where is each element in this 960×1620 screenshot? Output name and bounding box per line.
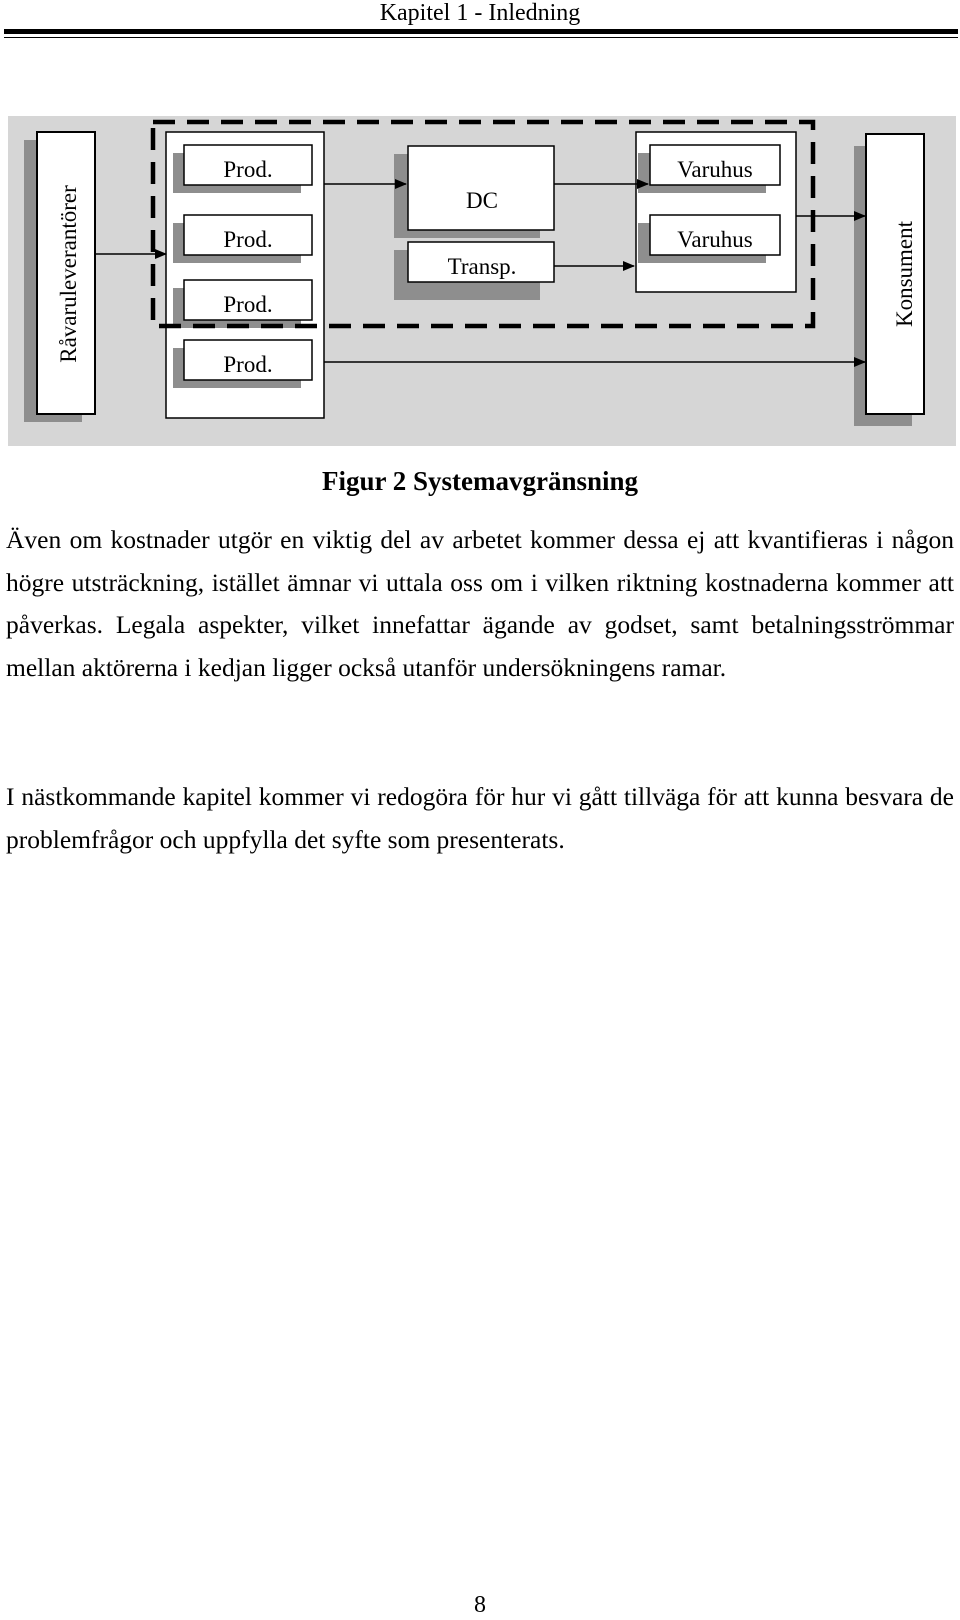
running-header: Kapitel 1 - Inledning	[379, 0, 581, 26]
distribution-center-box	[394, 146, 554, 238]
system-boundary-diagram	[0, 108, 960, 453]
supplier-box	[24, 132, 95, 422]
body-paragraph: Även om kostnader utgör en viktig del av arbetet kommer dessa ej att kvantifieras i någon högre utsträckning, istället ämnar vi uttala oss om i vilken riktning kostnaderna kommer att påverkas. Legala aspekter, vilket innefattar ägande av godset, samt betalningsströmmar mellan aktörerna i kedjan ligger också utanför undersökningens ramar.	[6, 525, 954, 682]
supplier-label: Råvaruleverantörer	[56, 185, 81, 363]
page-number: 8	[474, 1592, 486, 1618]
prod-label-3: Prod.	[223, 292, 273, 317]
figure-caption: Figur 2 Systemavgränsning	[321, 466, 639, 496]
prod-label-4: Prod.	[223, 352, 273, 377]
store-label-2: Varuhus	[677, 227, 753, 252]
header-rule-thin	[4, 37, 958, 38]
prod-label-1: Prod.	[223, 157, 273, 182]
body-paragraph: I nästkommande kapitel kommer vi redogöra för hur vi gått tillväga för att kunna besvara de problemfrågor och uppfylla det syfte som presenterats.	[6, 782, 954, 854]
producer-group	[166, 132, 324, 418]
transport-label: Transp.	[447, 254, 517, 279]
store-group	[636, 132, 796, 292]
dc-label: DC	[466, 188, 498, 213]
header-rule-thick	[4, 29, 958, 34]
consumer-label: Konsument	[892, 220, 917, 328]
consumer-box	[854, 134, 924, 426]
store-label-1: Varuhus	[677, 157, 753, 182]
transport-box	[394, 242, 554, 300]
prod-label-2: Prod.	[223, 227, 273, 252]
